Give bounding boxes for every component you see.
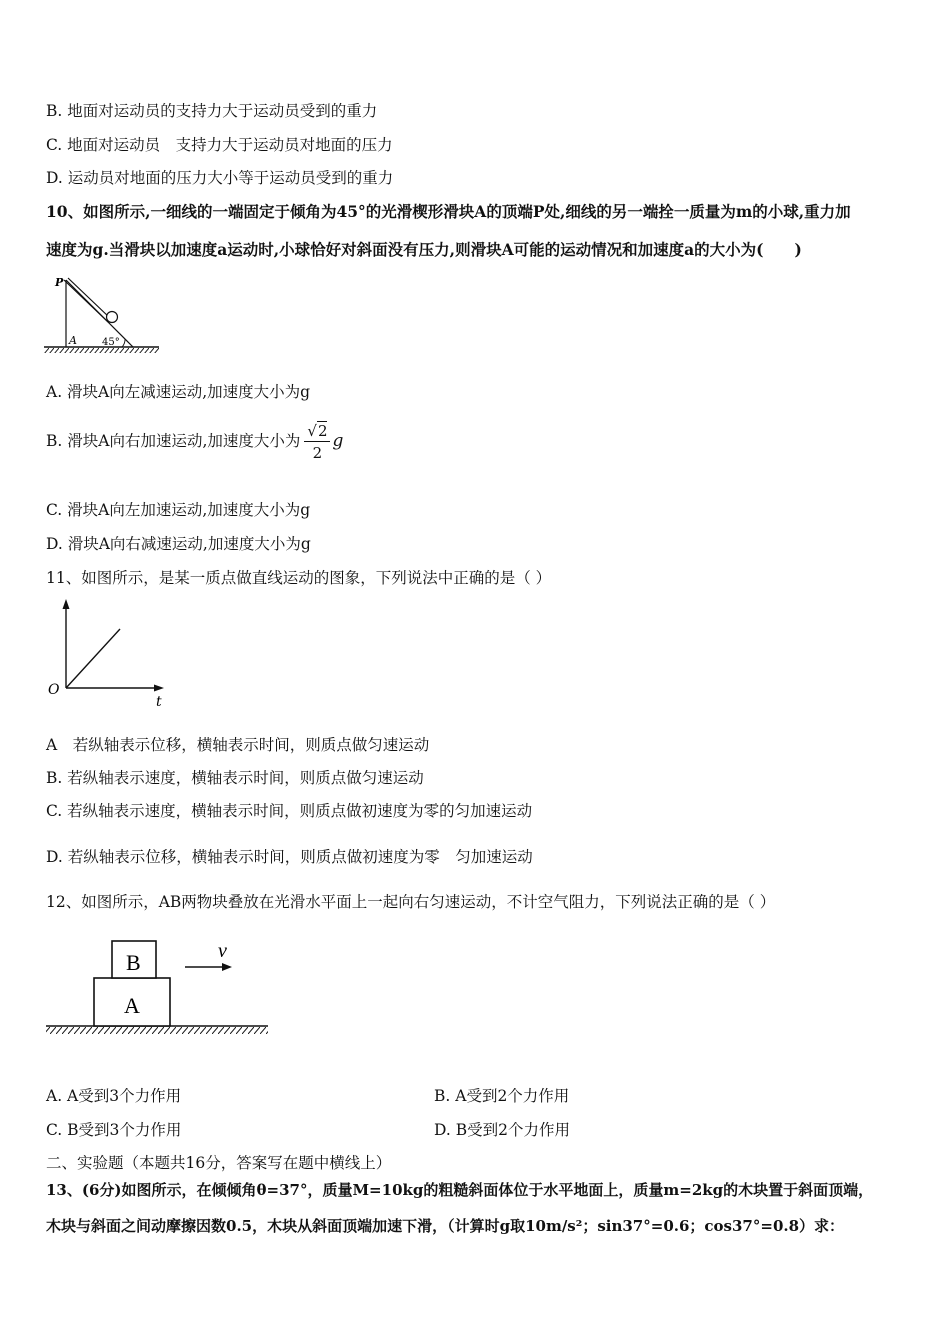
q10-ball xyxy=(107,312,118,323)
q12-option-a: A. A受到3个力作用 xyxy=(46,1087,182,1105)
q12-label-b: B xyxy=(126,950,141,975)
q10-option-b-prefix: B. 滑块A向右加速运动,加速度大小为 xyxy=(46,432,301,450)
q12-ground-hatch xyxy=(46,1027,268,1034)
q10-label-angle: 45° xyxy=(102,337,120,348)
q10-option-b xyxy=(46,418,343,464)
q12-option-b: B. A受到2个力作用 xyxy=(434,1087,570,1105)
q11-graph-figure xyxy=(44,596,169,711)
q10-stem-line2: 速度为g.当滑块以加速度a运动时,小球恰好对斜面没有压力,则滑块A可能的运动情况和加速度a的大小为( ) xyxy=(46,240,802,259)
q13-line1: 13、(6分)如图所示，在倾倾角θ=37°，质量M=10kg的粗糙斜面体位于水平地面上，质量m=2kg的木块置于斜面顶端， xyxy=(46,1181,874,1199)
q10-ground-hatch xyxy=(44,348,159,353)
q10-stem-line1: 10、如图所示,一细线的一端固定于倾角为45°的光滑楔形滑块A的顶端P处,细线的另一端拴一质量为m的小球,重力加 xyxy=(46,202,851,221)
q10-label-p: P xyxy=(55,276,64,289)
section-2-heading: 二、实验题（本题共16分，答案写在题中横线上） xyxy=(46,1154,392,1172)
q12-blocks-figure xyxy=(44,936,274,1046)
q12-stem: 12、如图所示，AB两物块叠放在光滑水平面上一起向右匀速运动，不计空气阻力，下列说法正确的是（ ） xyxy=(46,893,776,911)
q11-data-line xyxy=(66,629,120,688)
q9-option-c: C. 地面对运动员 支持力大于运动员对地面的压力 xyxy=(46,136,393,154)
q11-stem: 11、如图所示，是某一质点做直线运动的图象，下列说法中正确的是（ ） xyxy=(46,569,552,587)
q12-option-c: C. B受到3个力作用 xyxy=(46,1121,182,1139)
q10-wedge-figure xyxy=(44,270,164,355)
q10-option-d: D. 滑块A向右减速运动,加速度大小为g xyxy=(46,535,311,553)
q9-option-d: D. 运动员对地面的压力大小等于运动员受到的重力 xyxy=(46,169,394,187)
q10-angle-arc xyxy=(122,339,125,347)
q11-y-axis-arrow xyxy=(63,599,70,609)
q12-label-v: v xyxy=(218,940,227,962)
q12-label-a: A xyxy=(124,993,140,1018)
q10-option-b-denominator: 2 xyxy=(312,443,323,462)
q9-option-b: B. 地面对运动员的支持力大于运动员受到的重力 xyxy=(46,102,378,120)
q12-option-d: D. B受到2个力作用 xyxy=(434,1121,570,1139)
q13-line2: 木块与斜面之间动摩擦因数0.5，木块从斜面顶端加速下滑，（计算时g取10m/s²；sin37°=0.6；cos37°=0.8）求： xyxy=(46,1217,845,1235)
q11-option-c: C. 若纵轴表示速度，横轴表示时间，则质点做初速度为零的匀加速运动 xyxy=(46,802,533,820)
q10-label-a: A xyxy=(69,334,77,347)
q11-option-a: A 若纵轴表示位移，横轴表示时间，则质点做匀速运动 xyxy=(46,736,430,754)
q11-label-origin: O xyxy=(48,682,60,698)
q11-label-t: t xyxy=(156,694,162,710)
q10-option-a: A. 滑块A向左减速运动,加速度大小为g xyxy=(46,383,311,401)
q10-option-b-fraction: $\frac{√2}{2}$ xyxy=(304,421,330,464)
q10-option-c: C. 滑块A向左加速运动,加速度大小为g xyxy=(46,501,311,519)
q10-string xyxy=(68,278,110,318)
q11-x-axis-arrow xyxy=(154,685,164,692)
q10-option-b-suffix: g xyxy=(332,431,344,451)
q11-option-d: D. 若纵轴表示位移，横轴表示时间，则质点做初速度为零 匀加速运动 xyxy=(46,848,533,866)
q11-option-b: B. 若纵轴表示速度，横轴表示时间，则质点做匀速运动 xyxy=(46,769,424,787)
q10-option-b-numerator: 2 xyxy=(317,421,328,440)
